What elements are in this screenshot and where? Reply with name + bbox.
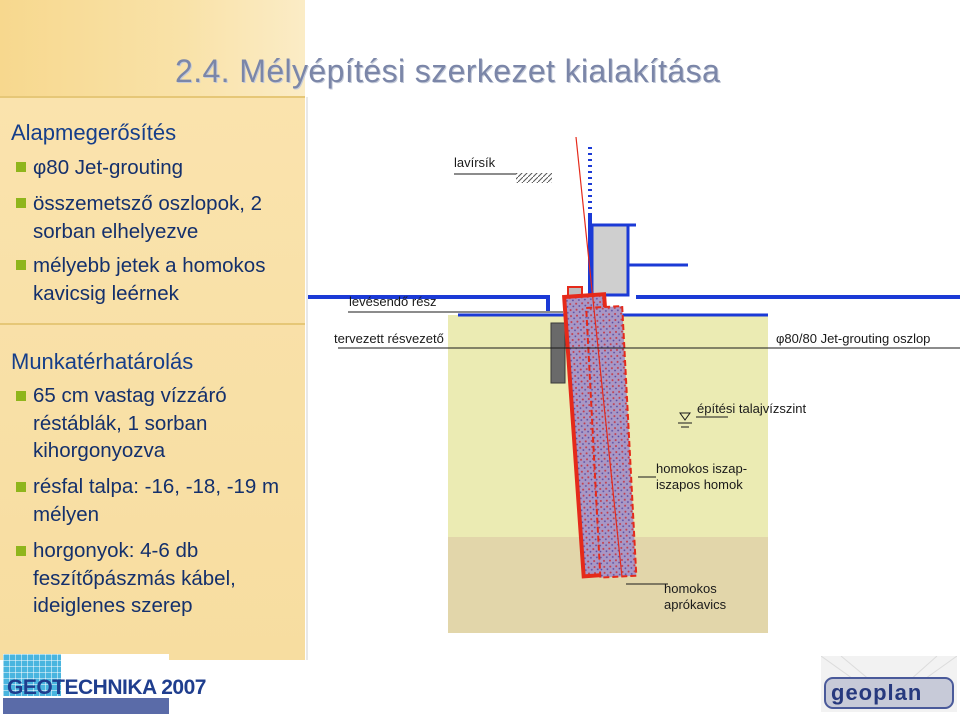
section-heading-munkaterhatarolas: Munkatérhatárolás (11, 349, 194, 374)
bullet-text: φ80 Jet-grouting (33, 156, 184, 179)
geotechnika-logo (3, 654, 206, 714)
divider (0, 96, 305, 98)
geotechnika-logo-text: GEOTECHNIKA 2007 (7, 676, 206, 699)
bullet-icon (16, 260, 26, 270)
diagram-panel (306, 97, 960, 660)
label-iszap-1: homokos iszap- (656, 461, 748, 476)
bullet-text: mélyebb jetek a homokos kavicsig leérnek (33, 254, 266, 305)
label-jetgrout: φ80/80 Jet-grouting oszlop (776, 331, 931, 346)
label-iszap-2: iszapos homok (656, 477, 743, 492)
geoplan-logo-text: geoplan (831, 680, 923, 705)
left-panel (0, 96, 305, 660)
cross-section-diagram (308, 97, 960, 660)
label-levesendo: levésendő rész (349, 294, 437, 309)
page-title: 2.4. Mélyépítési szerkezet kialakítása (175, 53, 721, 89)
bullet-text: összemetsző oszlopok, 2 sorban elhelyezve (33, 192, 263, 243)
label-talajviz: építési talajvízszint (697, 401, 807, 416)
bullet-icon (16, 391, 26, 401)
label-lavirsik: lavírsík (454, 155, 496, 170)
divider (0, 323, 305, 325)
label-tervezett: tervezett résvezető (334, 331, 444, 346)
geoplan-logo (821, 656, 957, 712)
bullet-text: résfal talpa: -16, -18, -19 m mélyen (33, 475, 280, 526)
bullet-icon (16, 162, 26, 172)
label-kavics-1: homokos (664, 581, 717, 596)
bullet-text: 65 cm vastag vízzáró réstáblák, 1 sorban kihorgonyozva (33, 384, 227, 462)
guide-wall-left (551, 323, 565, 383)
section-heading-alapmegerosites: Alapmegerősítés (11, 120, 177, 145)
soil-hatch (516, 173, 552, 183)
bullet-icon (16, 482, 26, 492)
bullet-icon (16, 546, 26, 556)
label-kavics-2: aprókavics (664, 597, 727, 612)
bullet-text: horgonyok: 4-6 db feszítőpászmás kábel, ideiglenes szerep (33, 539, 236, 617)
existing-structure (592, 225, 628, 295)
bullet-icon (16, 198, 26, 208)
